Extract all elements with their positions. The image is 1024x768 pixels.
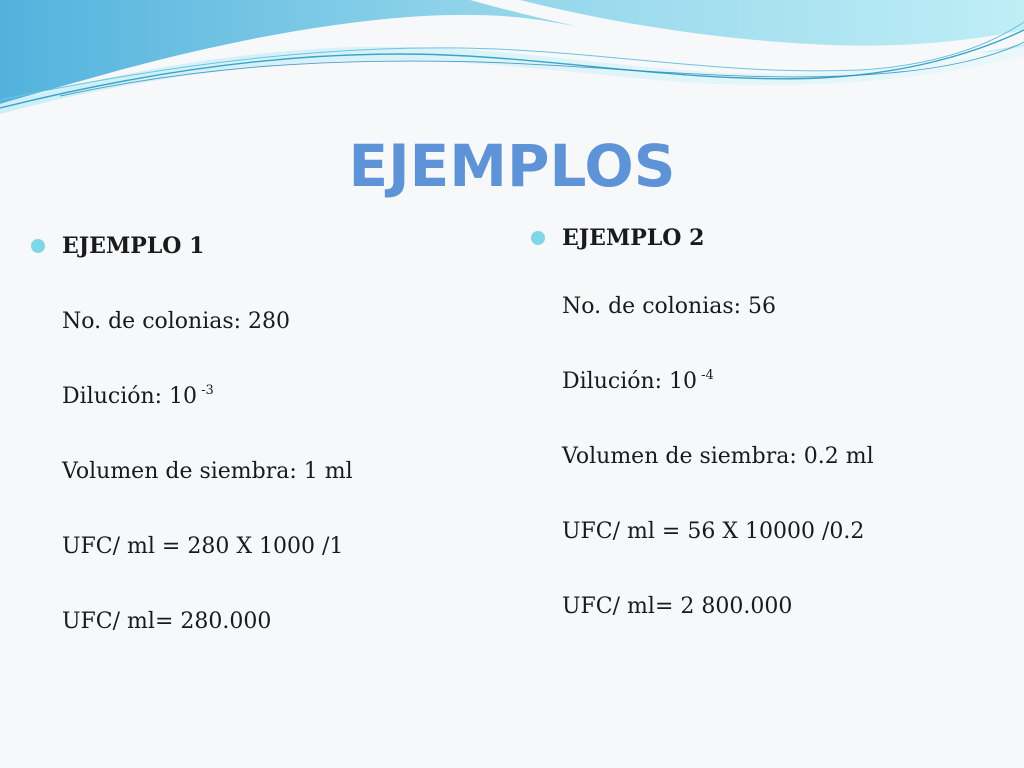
example-1-formula: UFC/ ml = 280 X 1000 /1 [62,534,344,559]
example-2-formula: UFC/ ml = 56 X 10000 /0.2 [562,519,865,544]
example-2-heading: EJEMPLO 2 [562,225,705,251]
example-1-heading: EJEMPLO 1 [62,233,205,259]
example-2-dilution [562,368,1012,396]
example-1-heading-row [31,226,502,266]
example-1-result: UFC/ ml= 280.000 [62,609,272,634]
bullet-icon [31,239,45,253]
example-1-colonies: No. de colonias: 280 [62,309,291,334]
example-2-column [562,218,1012,621]
example-2-dilution-label: Dilución: 10 [562,369,698,394]
example-1-dilution-label: Dilución: 10 [62,384,198,409]
example-2-volume: Volumen de siembra: 0.2 ml [562,444,874,469]
example-1-volume: Volumen de siembra: 1 ml [62,459,353,484]
example-1-column [62,226,502,636]
example-2-colonies: No. de colonias: 56 [562,294,777,319]
slide-title: EJEMPLOS [348,132,676,200]
example-2-heading-row [531,218,1012,258]
decorative-wave-header [0,0,1024,130]
example-2-result: UFC/ ml= 2 800.000 [562,594,793,619]
example-1-dilution [62,383,502,411]
example-1-dilution-exponent: -3 [201,383,214,398]
example-2-dilution-exponent: -4 [701,368,714,383]
bullet-icon [531,231,545,245]
